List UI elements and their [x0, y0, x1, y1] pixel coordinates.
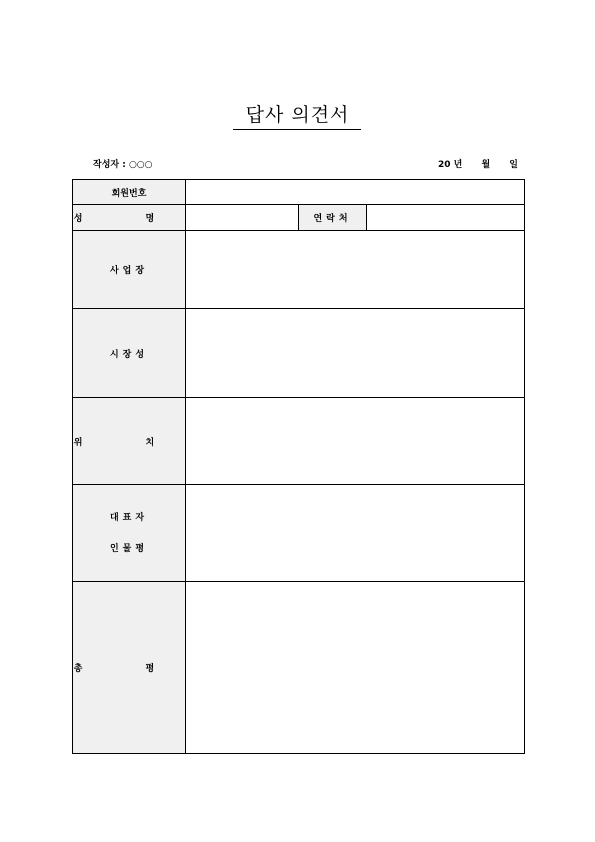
market-label: 시장성	[73, 309, 186, 398]
row-location	[73, 398, 525, 485]
ceo-label-line-2: 인물평	[109, 543, 149, 554]
author-line: 작성자 : ○○○	[93, 160, 153, 170]
row-overall	[73, 582, 525, 754]
date-year: 20 년	[438, 160, 463, 170]
site-label: 사업장	[73, 231, 186, 309]
overall-field[interactable]	[186, 582, 525, 754]
contact-field[interactable]	[367, 205, 525, 231]
ceo-field[interactable]	[186, 485, 525, 582]
market-field[interactable]	[186, 309, 525, 398]
ceo-label	[73, 485, 186, 582]
name-field[interactable]	[186, 205, 299, 231]
title-underline	[233, 129, 361, 130]
member-no-field[interactable]	[186, 180, 525, 205]
row-member-no	[73, 180, 525, 205]
document-title: 답사 의견서	[245, 104, 350, 126]
date-month: 월	[481, 160, 491, 170]
date-line	[438, 159, 518, 171]
location-field[interactable]	[186, 398, 525, 485]
member-no-label: 회원번호	[73, 180, 186, 205]
row-market	[73, 309, 525, 398]
location-label: 위 치	[73, 398, 186, 485]
row-ceo	[73, 485, 525, 582]
date-day: 일	[509, 160, 518, 170]
survey-form-table	[72, 179, 525, 754]
overall-label: 총 평	[73, 582, 186, 754]
ceo-label-line-1: 대표자	[109, 512, 149, 523]
name-label: 성 명	[73, 205, 186, 231]
site-field[interactable]	[186, 231, 525, 309]
contact-label: 연락처	[299, 205, 367, 231]
row-name-contact	[73, 205, 525, 231]
row-site	[73, 231, 525, 309]
